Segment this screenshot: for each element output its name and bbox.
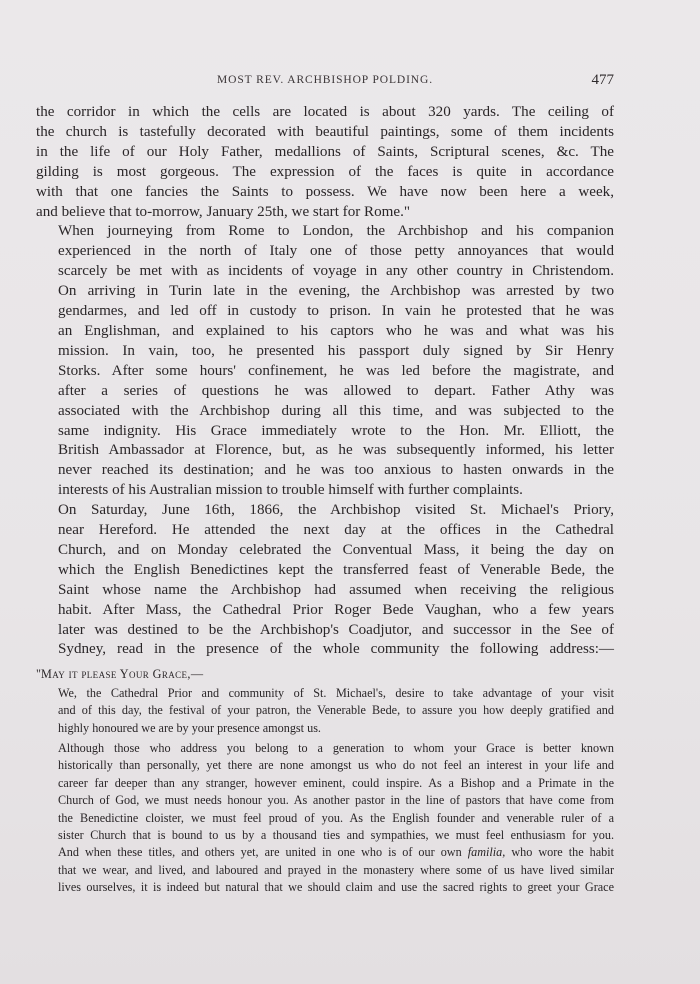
address-quotation (36, 666, 614, 896)
text-line: mission. In vain, too, he presented his passport duly signed by Sir Henry (58, 342, 614, 359)
paragraph-journey (36, 222, 614, 501)
text-line: On arriving in Turin late in the evening, the Archbishop was arrested by two (58, 283, 614, 300)
address-paragraph (36, 685, 614, 737)
text-line: Although those who address you belong to a generation to whom your Grace is better known (58, 741, 614, 755)
text-line: gendarmes, and led off in custody to prison. In vain he protested that he was (58, 303, 614, 320)
italic-word: familia, (467, 845, 506, 860)
text-line: experienced in the north of Italy one of those petty annoyances that would (58, 243, 614, 260)
paragraph-continuation (36, 103, 614, 222)
text-line: scarcely be met with as incidents of voyage in any other country in Christendom. (58, 263, 614, 280)
text-line: historically than personally, yet there are none amongst us who do not feel an interest in your life and (58, 758, 614, 773)
text-line: in the life of our Holy Father, medallions of Saints, Scriptural scenes, &c. The (36, 143, 614, 160)
body-text (36, 103, 614, 897)
text-line: after a series of questions he was allowed to depart. Father Athy was (58, 382, 614, 399)
text-line: British Ambassador at Florence, but, as he was subsequently informed, his letter (58, 442, 614, 459)
text-line: which the English Benedictines kept the transferred feast of Venerable Bede, the (58, 561, 614, 578)
text-line: Church of God, we must needs honour you. As another pastor in the line of pastors that have come from (58, 793, 614, 808)
text-line: On Saturday, June 16th, 1866, the Archbishop visited St. Michael's Priory, (58, 502, 614, 519)
text-line: When journeying from Rome to London, the Archbishop and his companion (58, 223, 614, 240)
text-line: never reached its destination; and he was too anxious to hasten onwards in the (58, 462, 614, 479)
text-line: later was destined to be the Archbishop's Coadjutor, and successor in the See of (58, 621, 614, 638)
text-line: Storks. After some hours' confinement, he was led before the magistrate, and (58, 362, 614, 379)
text-segment: And when these titles, and others yet, are united in one who is of our own (58, 845, 462, 860)
text-line: Church, and on Monday celebrated the Conventual Mass, it being the day on (58, 541, 614, 558)
text-line: an Englishman, and explained to his captors who he was and what was his (58, 322, 614, 339)
text-line-with-italic (36, 844, 614, 861)
address-salutation (36, 666, 614, 683)
text-line: the Benedictine cloister, we must feel proud of you. As the English founder and venerable ruler of a (58, 810, 614, 825)
open-quote: " (36, 667, 41, 682)
text-line: the church is tastefully decorated with beautiful paintings, some of them incidents (36, 123, 614, 140)
page-number: 477 (591, 72, 614, 88)
text-line: highly honoured we are by your presence amongst us. (58, 720, 321, 735)
text-line: lives ourselves, it is indeed but natural that we should claim and use the sacred rights to greet your Grace (58, 880, 614, 895)
text-line: that we wear, and lived, and laboured and prayed in the monastery where some of us have lived similar (58, 862, 614, 877)
salutation-text: May it please Your Grace,— (40, 667, 204, 682)
text-line: Saint whose name the Archbishop had assumed when receiving the religious (58, 581, 614, 598)
paragraph-hereford (36, 501, 614, 660)
running-head: MOST REV. ARCHBISHOP POLDING. (217, 74, 433, 86)
text-line: habit. After Mass, the Cathedral Prior Roger Bede Vaughan, who a few years (58, 601, 614, 618)
text-line: sister Church that is bound to us by a thousand ties and sympathies, we must feel enthusiasm for you. (58, 828, 614, 843)
text-line: and believe that to-morrow, January 25th, we start for Rome." (36, 203, 411, 220)
address-paragraph (36, 740, 614, 897)
text-line: gilding is most gorgeous. The expression of the faces is quite in accordance (36, 163, 614, 180)
text-line: near Hereford. He attended the next day at the offices in the Cathedral (58, 522, 614, 539)
text-line: interests of his Australian mission to trouble himself with further complaints. (58, 482, 523, 499)
text-segment: who wore the habit (505, 845, 614, 860)
text-line: and of this day, the festival of your patron, the Venerable Bede, to assure you how deeply gratified and (58, 703, 614, 718)
text-line: career far deeper than any stranger, however eminent, could inspire. As a Bishop and a Primate in the (58, 775, 614, 790)
text-line: associated with the Archbishop during all this time, and was subjected to the (58, 402, 614, 419)
text-line: We, the Cathedral Prior and community of St. Michael's, desire to take advantage of your visit (58, 685, 614, 700)
text-line: the corridor in which the cells are located is about 320 yards. The ceiling of (36, 104, 614, 120)
text-line: with that one fancies the Saints to possess. We have now been here a week, (36, 183, 614, 200)
text-line: same indignity. His Grace immediately wrote to the Hon. Mr. Elliott, the (58, 422, 614, 439)
page-header (36, 72, 614, 92)
text-line: Sydney, read in the presence of the whole community the following address:— (58, 641, 614, 658)
